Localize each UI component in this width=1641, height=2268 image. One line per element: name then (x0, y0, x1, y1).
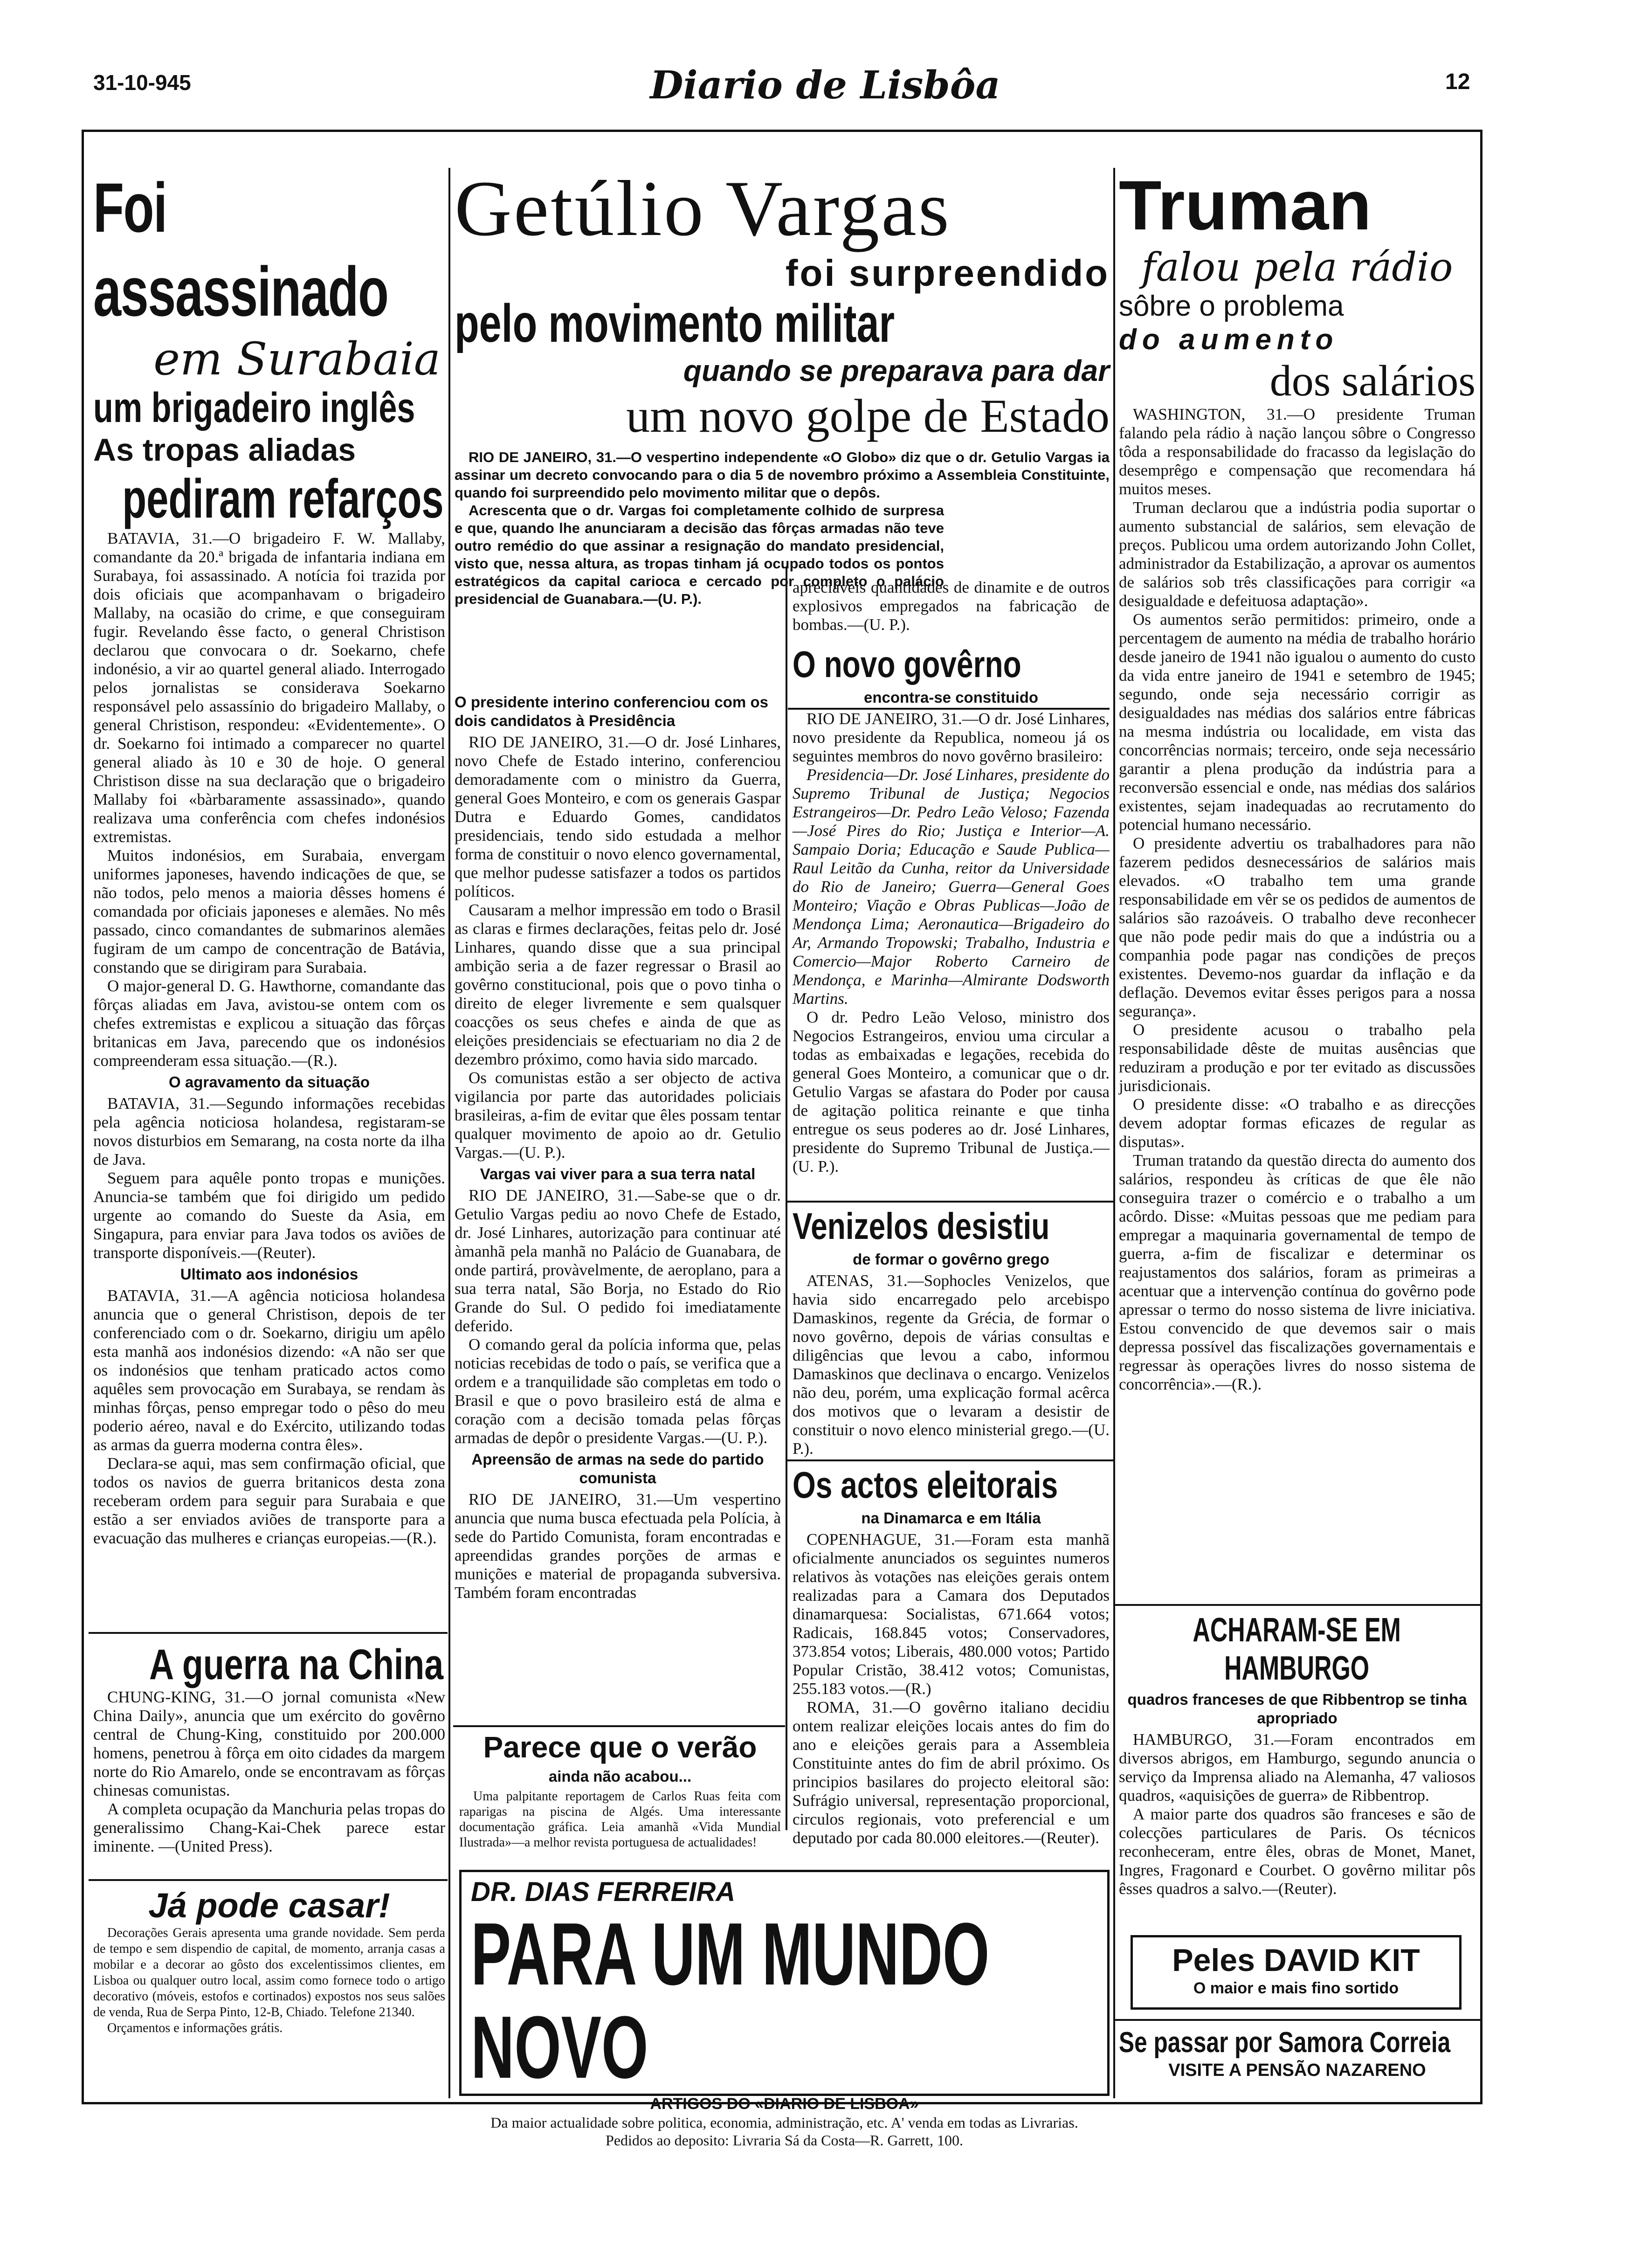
section-rule (89, 1632, 448, 1634)
vargas-headline-4: quando se preparava para dar (683, 354, 1110, 387)
vargas-paragraph: O comando geral da polícia informa que, pelas noticias recebidas de todo o país, se verifica que a ordem e a tranquilidade são completas em todo o Brasil e que o povo brasileiro está de alma e coração com a decisão tomada pelas fôrças armadas de depôr o presidente Vargas.—(U. P.). (455, 1335, 781, 1447)
truman-headline-2: falou pela rádio (1141, 244, 1453, 290)
peles-ad (1131, 1935, 1462, 2010)
verao-subhead: ainda não acabou... (548, 1768, 692, 1785)
samora-ad (1119, 2026, 1476, 2081)
verao-text: Uma palpitante reportagem de Carlos Ruas feita com raparigas na piscina de Algés. Uma interessante documentação gráfica. Leia amanhã «Vida Mundial Ilustrada»—a melhor revista portuguesa de actualidades! (459, 1789, 781, 1850)
vargas-paragraph: RIO DE JANEIRO, 31.—Sabe-se que o dr. Getulio Vargas pediu ao novo Chefe de Estado, dr. José Linhares, autorização para continuar até àmanhã pela manhã no Palácio de Guanabara, de onde partirá, provàvelmente, de aeroplano, para a sua terra natal, São Borja, no Estado do Rio Grande do Sul. O pedido foi imediatamente deferido. (455, 1186, 781, 1335)
hamburgo-article (1119, 1611, 1476, 1898)
surabaia-paragraph: BATAVIA, 31.—Segundo informações recebidas pela agência noticiosa holandesa, registaram-se novos disturbios em Semarang, na costa norte da ilha de Java. (93, 1094, 445, 1169)
casar-headline: Já pode casar! (148, 1886, 390, 1925)
vargas-continuation (455, 690, 781, 1602)
vargas-lead: Acrescenta que o dr. Vargas foi completamente colhido de surpresa e que, quando lhe anunciaram a decisão das fôrças armadas não teve outro remédio do que assinar a resignação do mandato presidencial, visto que, nessa altura, as tropas tinham já ocupado todos os pontos estratégicos da capital carioca e cercado por completo o palácio presidencial de Guanabara.—(U. P.). (455, 502, 944, 607)
mundo-novo-title: PARA UM MUNDO NOVO (471, 1905, 990, 2097)
eleitorais-subhead: na Dinamarca e em Itália (861, 1509, 1041, 1527)
column-rule-1 (448, 168, 450, 2098)
china-article (93, 1641, 445, 1856)
vargas-lead: RIO DE JANEIRO, 31.—O vespertino independente «O Globo» diz que o dr. Getulio Vargas ia assinar um decreto convocando para o dia 5 de novembro próximo a Assembleia Constituinte, quando foi surpreendido pelo movimento militar que o depôs. (455, 449, 1110, 501)
governo-paragraph: Presidencia—Dr. José Linhares, presidente do Supremo Tribunal de Justiça; Negocios Estrangeiros—Dr. Pedro Leão Veloso; Fazenda—José Pires do Rio; Justiça e Interior—A. Sampaio Doria; Educação e Saude Publica—Raul Leitão da Cunha, reitor da Universidade do Rio de Janeiro; Guerra—General Goes Monteiro; Viação e Obras Publicas—João de Mendonça Lima; Aeronautica—Brigadeiro do Ar, Armando Tropowski; Trabalho, Industria e Comercio—Major Roberto Carneiro de Mendonça, e Marinha—Almirante Dodsworth Martins. (793, 766, 1110, 1008)
truman-paragraph: Os aumentos serão permitidos: primeiro, onde a percentagem de aumento na média de trabalho horário desde janeiro de 1941 não igualou o aumento do custo da vida entre janeiro de 1941 e setembro de 1945; segundo, onde seja necessário corrigir as desigualdades nas médias dos salários entre fábricas na mesma indústria ou localidade, em vista das concorrências normais; terceiro, onde seja necessário garantir a plena produção da indústria para a reconversão essencial e onde, nas médias dos salários existentes, sejam inadequadas ao recrutamento do potencial humano necessário. (1119, 610, 1476, 834)
casar-text: Decorações Gerais apresenta uma grande novidade. Sem perda de tempo e sem dispendio de capital, de momento, arranja casas a mobilar e a decorar ao gôsto dos excelentissimos clientes, em Lisboa ou qualquer outro local, assim como fornece todo o artigo decorativo (móveis, estofos e cortinados) expostos nos seus salões de venda, Rua de Serpa Pinto, 12-B, Chiado. Telefone 21340. (93, 1926, 445, 2019)
hamburgo-subhead: quadros franceses de que Ribbentrop se tinha apropriado (1127, 1691, 1467, 1727)
truman-paragraph: O presidente advertiu os trabalhadores para não fazerem pedidos desnecessários de salários mais elevados. «O trabalho tem uma grande responsabilidade em vêr se os pedidos de aumentos de salários são razoáveis. O trabalho deve reconhecer que não pode pedir mais do que a indústria ou a companhia pode pagar nas condições de preços existentes. Devemo-nos guardar da inflação e da deflação. Devemos evitar êsses perigos para a nossa segurança». (1119, 834, 1476, 1020)
surabaia-paragraph: BATAVIA, 31.—O brigadeiro F. W. Mallaby, comandante da 20.ª brigada de infantaria indiana em Surabaya, foi assassinado. A notícia foi trazida por dois oficiais que acompanhavam o brigadeiro Mallaby, na ocasião do crime, e que conseguiram fugir. Revelando êsse facto, o general Christison declarou que convocara o dr. Soekarno, chefe indonésio, a vir ao quartel general aliado. Interrogado pelos jornalistas se considerava Soekarno responsável pelo assassínio do brigadeiro Mallaby, o general Christison, respondeu: «Evidentemente». O dr. Soekarno foi intimado a comparecer no quartel general aliado às 10 e 30 de hoje. O general Christison disse na sua declaração que o brigadeiro Mallaby foi «bàrbaramente assassinado», quando realizava uma conferência com chefes indonésios extremistas. (93, 529, 445, 846)
venizelos-article (793, 1205, 1110, 1458)
surabaia-paragraph: O major-general D. G. Hawthorne, comandante das fôrças aliadas em Java, avistou-se ontem com os chefes extremistas e explicou a situação das fôrças britanicas em Java, parecendo que os indonésios compreenderam essa situação.—(R.). (93, 977, 445, 1070)
vargas-headline-1: Getúlio Vargas (455, 165, 951, 252)
verao-headline: Parece que o verão (483, 1730, 757, 1764)
truman-paragraph: O presidente disse: «O trabalho e as direcções devem adoptar formas eficazes de regular as disputas». (1119, 1095, 1476, 1151)
samora-title: Se passar por Samora Correia (1119, 2026, 1451, 2059)
china-paragraph: CHUNG-KING, 31.—O jornal comunista «New China Daily», anuncia que um exército do govêrno central de Chung-King, constituido por 200.000 homens, penetrou à fôrça em oito cidades da margem norte do Rio Amarelo, onde se encontravam as fôrças chinesas comunistas. (93, 1688, 445, 1799)
issue-date: 31-10-945 (93, 70, 191, 95)
peles-title: Peles DAVID KIT (1172, 1943, 1420, 1978)
china-paragraph: A completa ocupação da Manchuria pelas tropas do generalissimo Chang-Kai-Chek parece estar iminente. —(United Press). (93, 1800, 445, 1855)
truman-headline-1: Truman (1119, 166, 1372, 244)
truman-headline-4: do aumento (1119, 324, 1339, 356)
mundo-novo-text: Da maior actualidade sobre politica, economia, administração, etc. A' venda em todas as Livrarias. Pedidos ao deposito: Livraria Sá da Costa—R. Garrett, 100. (490, 2114, 1078, 2149)
mundo-novo-author: DR. DIAS FERREIRA (471, 1877, 736, 1907)
china-headline: A guerra na China (149, 1641, 444, 1688)
column-rule-3 (786, 567, 787, 1830)
hamburgo-paragraph: A maior parte dos quadros são franceses e são de colecções particulares de Paris. Os técnicos reconheceram, entre êles, obras de Monet, Manet, Ingres, Fragonard e Courbet. O govêrno militar pôs êsses quadros a salvo.—(Reuter). (1119, 1805, 1476, 1898)
surabaia-headline-4: As tropas aliadas (93, 432, 356, 468)
vargas-paragraph: RIO DE JANEIRO, 31.—O dr. José Linhares, novo Chefe de Estado interino, conferenciou demoradamente com o ministro da Guerra, general Goes Monteiro, e com os generais Gaspar Dutra e Eduardo Gomes, candidatos presidenciais, tendo sido estudada a melhor forma de constituir o novo elenco governamental, que melhor pudesse satisfazer a todos os partidos políticos. (455, 733, 781, 900)
samora-subtitle: VISITE A PENSÃO NAZARENO (1168, 2061, 1426, 2080)
governo-paragraph: RIO DE JANEIRO, 31.—O dr. José Linhares, novo presidente da Republica, nomeou já os seguintes membros do novo govêrno brasileiro: (793, 710, 1110, 765)
truman-paragraph: WASHINGTON, 31.—O presidente Truman falando pela rádio à nação lançou sôbre o Congresso tôda a responsabilidade do fracasso da legislação do desemprêgo e compensação que recomendara há muitos meses. (1119, 405, 1476, 498)
truman-paragraph: O presidente acusou o trabalho pela responsabilidade dêste de muitas ausências que reduziram a produção e por ter evitado as discussões jurisdicionais. (1119, 1021, 1476, 1095)
truman-article (1119, 166, 1476, 1394)
eleitorais-headline: Os actos eleitorais (793, 1464, 1058, 1506)
vargas-article (455, 166, 1110, 608)
vargas-subhead: Vargas vai viver para a sua terra natal (480, 1165, 756, 1182)
vargas-paragraph: apreciáveis quantidades de dinamite e de outros explosivos empregados na fabricação de bombas.—(U. P.). (793, 578, 1110, 634)
column-rule-2 (1113, 168, 1115, 2098)
truman-paragraph: Truman tratando da questão directa do aumento dos salários, respondeu às críticas de que êle não conseguira trazer o comércio e o trabalho a um acôrdo. Disse: «Muitas pessoas que me pediam para empregar a maquinaria governamental de tempo de guerra, a-fim de fiscalizar e determinar os reajustamentos dos salários, foram as primeiras a acentuar que a intervenção contínua do govêrno pode apressar o termo do nosso sistema de livre iniciativa. Estou convencido de que devemos sair o mais depressa possível das fiscalizações governamentais e regressar às operações livres do nosso sistema de concorrência».—(R.). (1119, 1151, 1476, 1393)
peles-subtitle: O maior e mais fino sortido (1193, 1979, 1399, 1997)
surabaia-headline-1: Foi assassinado (93, 168, 388, 331)
eleitorais-article (793, 1464, 1110, 1847)
section-rule (1115, 1604, 1481, 1606)
venizelos-headline: Venizelos desistiu (793, 1205, 1050, 1247)
section-rule (453, 1725, 785, 1727)
surabaia-headline-5: pediram refarços (122, 468, 444, 530)
eleitorais-paragraph: COPENHAGUE, 31.—Foram esta manhã oficialmente anunciados os seguintes numeros relativos às votações nas eleições gerais ontem realizadas para a Camara dos Deputados dinamarquesa: Socialistas, 671.664 votos; Radicais, 168.845 votos; Conservadores, 373.854 votos; Liberais, 480.000 votos; Partido Popular Cristão, 38.412 votos; Comunistas, 255.183 votos.—(R.) (793, 1530, 1110, 1698)
surabaia-headline-3: um brigadeiro inglês (93, 385, 415, 431)
hamburgo-paragraph: HAMBURGO, 31.—Foram encontrados em diversos abrigos, em Hamburgo, segundo anuncia o serviço da Imprensa aliado na Alemanha, 47 valiosos quadros, «aquisições de guerra» de Ribbentrop. (1119, 1730, 1476, 1805)
mundo-novo-subtitle: ARTIGOS DO «DIARIO DE LISBOA» (650, 2095, 919, 2113)
surabaia-headline-2: em Surabaia (153, 333, 441, 385)
vargas-subhead: Apreensão de armas na sede do partido comunista (471, 1451, 764, 1487)
section-rule (787, 1201, 1113, 1203)
surabaia-paragraph: Declara-se aqui, mas sem confirmação oficial, que todos os navios de guerra britanicos desta zona receberam ordem para seguir para Surabaia e que estão a ser enviados aviões de transporte para a evacuação das mulheres e crianças europeias.—(R.). (93, 1454, 445, 1547)
vargas-paragraph: Causaram a melhor impressão em todo o Brasil as claras e firmes declarações, feitas pelo dr. José Linhares, quando disse que a sua principal ambição seria a de fazer regressar o Brasil ao govêrno constitucional, pois que o povo tinha o direito de eleger livremente e sem qualsquer coacções os seus chefes e ainda de que as eleições presidenciais se efectuariam no dia 2 de dezembro próximo, como havia sido marcado. (455, 901, 781, 1068)
governo-headline: O novo govêrno (793, 643, 1021, 685)
verao-ad (459, 1730, 781, 1850)
casar-text: Orçamentos e informações grátis. (107, 2021, 283, 2035)
mundo-novo-ad (459, 1870, 1110, 2149)
surabaia-subhead: Ultimato aos indonésios (180, 1265, 359, 1283)
section-rule (788, 708, 1110, 710)
surabaia-paragraph: Seguem para aquêle ponto tropas e munições. Anuncia-se também que foi dirigido um pedido urgente ao comando do Sueste da Asia, em Singapura, para enviar para Java todos os aviões de transporte disponíveis.—(Reuter). (93, 1169, 445, 1262)
governo-subhead: encontra-se constituido (863, 689, 1039, 706)
surabaia-subhead: O agravamento da situação (169, 1073, 370, 1091)
surabaia-paragraph: Muitos indonésios, em Surabaia, envergam uniformes japoneses, havendo indicações de que, se não todos, pelo menos a maioria dêsses homens é comandada por oficiais japoneses e alemães. No mês passado, cinco comandantes de submarinos alemães fugiram de um campo de concentração de Batávia, constando que se dirigiram para Surabaia. (93, 846, 445, 976)
vargas-headline-2: foi surpreendido (785, 252, 1110, 294)
venizelos-paragraph: ATENAS, 31.—Sophocles Venizelos, que havia sido encarregado pelo arcebispo Damaskinos, regente da Grécia, de formar o novo govêrno, depois de várias consultas e diligências que levou a cabo, informou Damaskinos que declinava o encargo. Venizelos não deu, porém, uma explicação formal acêrca dos motivos que o levaram a desistir de constituir o novo elenco ministerial grego.—(U. P.). (793, 1272, 1110, 1458)
surabaia-paragraph: BATAVIA, 31.—A agência noticiosa holandesa anuncia que o general Christison, depois de ter conferenciado com o dr. Soekarno, dirigiu um apêlo esta manhã aos indonésios dizendo: «A não ser que os indonésios que tenham praticado actos como aquêles sem provocação em Surabaya, se rendam às minhas fôrças, penso empregar todo o pêso do meu poderio aéreo, naval e do Exército, utilizando todas as armas da guerra moderna contra êles». (93, 1286, 445, 1454)
governo-article (793, 578, 1110, 1176)
newspaper-title: Diario de Lisbôa (650, 63, 1000, 108)
venizelos-subhead: de formar o govêrno grego (853, 1251, 1049, 1268)
vargas-paragraph: Os comunistas estão a ser objecto de activa vigilancia por parte das autoridades policiais brasileiras, a-fim de evitar que êles possam tentar qualquer movimento de apoio ao dr. Getulio Vargas.—(U. P.). (455, 1069, 781, 1162)
vargas-paragraph: RIO DE JANEIRO, 31.—Um vespertino anuncia que numa busca efectuada pela Polícia, à sede do Partido Comunista, foram encontradas e apreendidas grandes porções de armas e munições e material de propaganda subversiva. Também foram encontradas (455, 1490, 781, 1602)
truman-headline-3: sôbre o problema (1119, 290, 1344, 322)
section-rule (787, 1459, 1113, 1461)
hamburgo-headline: ACHARAM-SE EM HAMBURGO (1193, 1611, 1401, 1687)
truman-headline-5: dos salários (1269, 357, 1476, 405)
governo-paragraph: O dr. Pedro Leão Veloso, ministro dos Negocios Estrangeiros, enviou uma circular a todas as embaixadas e legações, recebida do general Goes Monteiro, a comunicar que o dr. Getulio Vargas se afastara do Poder por causa de agitação politica reinante e que tinha entregue os seus poderes ao dr. José Linhares, presidente do Supremo Tribunal de Justiça.—(U. P.). (793, 1008, 1110, 1175)
section-rule (89, 1879, 448, 1881)
truman-paragraph: Truman declarou que a indústria podia suportar o aumento substancial de salários, sem elevação de preços. Publicou uma ordem autorizando John Collet, administrador da Estabilização, a aprovar os aumentos de salários sob três classificações para corrigir «a desigualdade e defeituosa adaptação». (1119, 498, 1476, 610)
vargas-headline-5: um novo golpe de Estado (626, 390, 1110, 443)
surabaia-article (93, 166, 445, 1548)
section-rule (1115, 2019, 1481, 2021)
page-number: 12 (1445, 69, 1470, 94)
vargas-headline-3: pelo movimento militar (455, 294, 895, 353)
vargas-subhead: O presidente interino conferenciou com os dois candidatos à Presidência (455, 693, 768, 729)
eleitorais-paragraph: ROMA, 31.—O govêrno italiano decidiu ontem realizar eleições locais antes do fim do ano e eleições gerais para a Assembleia Constituinte antes do fim de abril próximo. Os principios basilares do projecto eleitoral são: Sufrágio universal, representação proporcional, circulos regionais, voto preferencial e um deputado por cada 80.000 eleitores.—(Reuter). (793, 1698, 1110, 1847)
casar-ad (93, 1886, 445, 2036)
